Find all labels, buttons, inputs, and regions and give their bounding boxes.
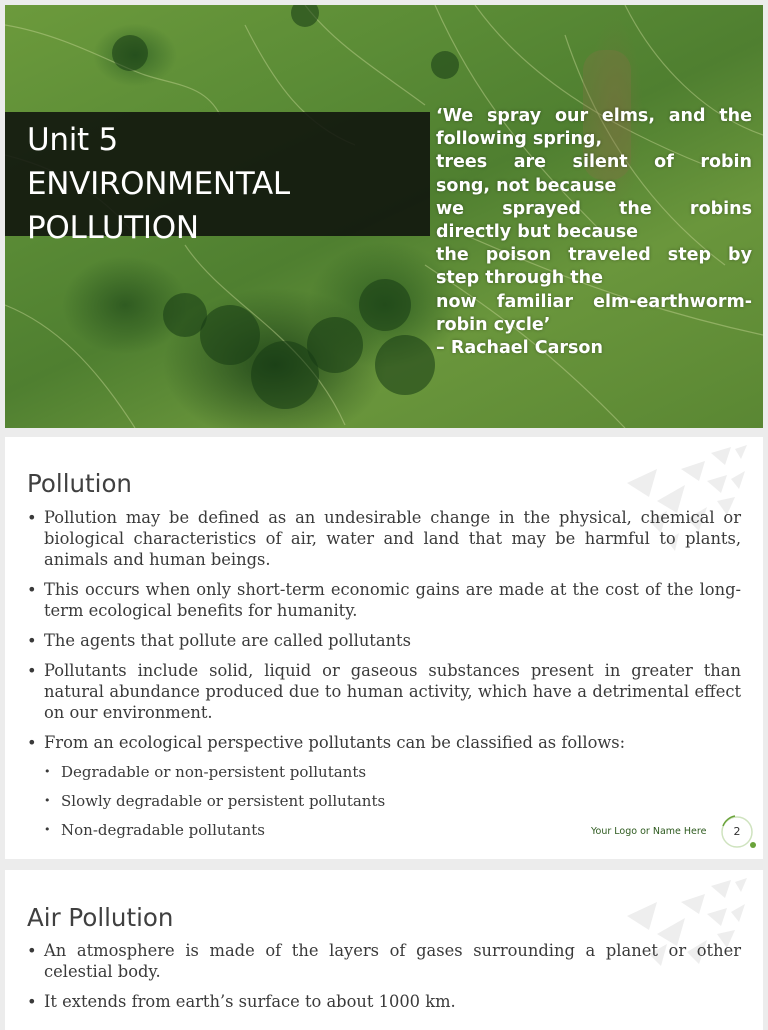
quote-line: the poison traveled step by — [436, 245, 752, 266]
slide-title: Pollution — [27, 469, 132, 498]
unit-title-line: ENVIRONMENTAL — [27, 166, 290, 202]
quote-line: step through the — [436, 268, 603, 289]
sub-bullet-item: • Degradable or non-persistent pollutants — [44, 762, 741, 782]
title-band — [5, 112, 430, 246]
bullet-item: • It extends from earth’s surface to about 1000 km. — [27, 991, 741, 1012]
air-pollution-slide — [5, 870, 763, 1030]
sub-bullet-item: • Non-degradable pollutants — [44, 820, 741, 840]
unit-title-line: POLLUTION — [27, 210, 199, 246]
bullet-item: • Pollution may be defined as an undesirable change in the physical, chemical or biological characteristics of air, water and land that may be harmful to plants, animals and human beings. — [27, 507, 741, 570]
quote-line: trees are silent of robin — [436, 152, 752, 173]
pollution-slide — [5, 437, 763, 859]
quote-attribution: – Rachael Carson — [436, 338, 603, 359]
page-number: 2 — [733, 825, 741, 838]
bullet-list — [27, 940, 741, 1021]
title-slide — [5, 5, 763, 428]
quote-line: ‘We spray our elms, and the — [436, 106, 752, 126]
quote-line: directly but because — [436, 222, 639, 243]
slide-title: Air Pollution — [27, 903, 174, 932]
quote-line: song, not because — [436, 175, 617, 196]
bullet-item: • An atmosphere is made of the layers of gases surrounding a planet or other celestial body. — [27, 940, 741, 982]
quote-line: robin cycle’ — [436, 314, 551, 335]
unit-title — [27, 118, 290, 250]
footer-logo-text: Your Logo or Name Here — [591, 826, 707, 837]
unit-title-line: Unit 5 — [27, 122, 118, 158]
quote-line: now familiar elm-earthworm- — [436, 291, 752, 312]
quote-line: we sprayed the robins — [436, 198, 752, 219]
bullet-list — [27, 507, 741, 849]
quote-line: following spring, — [436, 129, 603, 150]
bullet-item: • From an ecological perspective pollutants can be classified as follows: — [27, 732, 741, 753]
bullet-item: • This occurs when only short-term economic gains are made at the cost of the long-term ecological benefits for humanity. — [27, 579, 741, 621]
bullet-item: • Pollutants include solid, liquid or gaseous substances present in greater than natural abundance produced due to human activity, which have a detrimental effect on our environment. — [27, 660, 741, 723]
rachel-carson-quote — [436, 105, 752, 360]
sub-bullet-item: • Slowly degradable or persistent pollutants — [44, 791, 741, 811]
bullet-item: • The agents that pollute are called pollutants — [27, 630, 741, 651]
